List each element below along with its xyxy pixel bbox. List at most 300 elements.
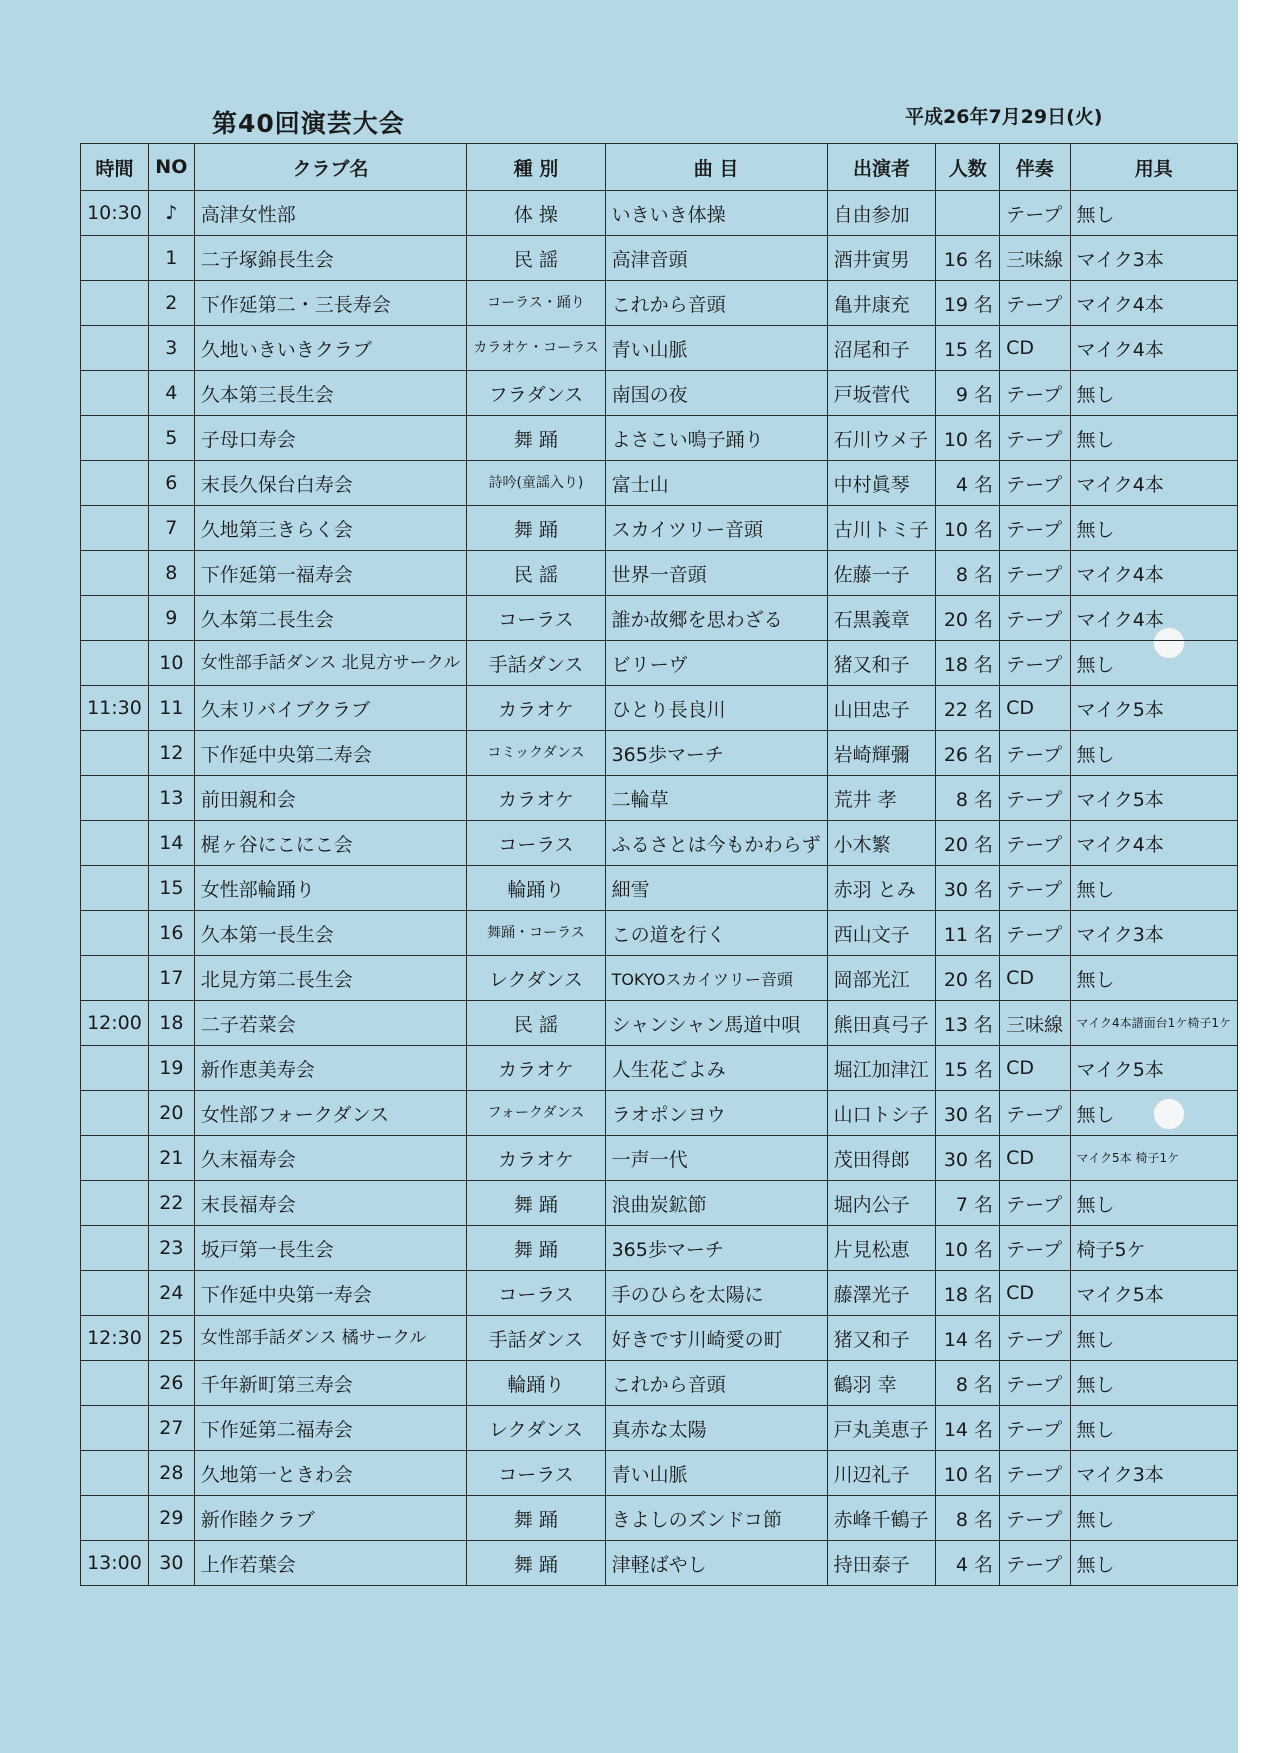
count-cell: 14 名	[936, 1406, 1000, 1451]
event-date: 平成26年7月29日(火)	[905, 106, 1103, 128]
number-cell: 14	[148, 821, 194, 866]
song-cell: 青い山脈	[605, 1451, 827, 1496]
club-cell: 末長福寿会	[194, 1181, 467, 1226]
time-cell	[81, 461, 149, 506]
equipment-cell: 無し	[1070, 1496, 1237, 1541]
count-cell: 14 名	[936, 1316, 1000, 1361]
table-row	[81, 911, 1238, 956]
program-table	[80, 143, 1238, 1586]
performer-cell: 猪又和子	[827, 1316, 936, 1361]
time-cell	[81, 371, 149, 416]
count-cell: 30 名	[936, 1091, 1000, 1136]
count-cell: 10 名	[936, 506, 1000, 551]
time-cell	[81, 821, 149, 866]
equipment-cell: 無し	[1070, 371, 1237, 416]
number-cell: 15	[148, 866, 194, 911]
number-cell: 28	[148, 1451, 194, 1496]
category-cell: 舞 踊	[467, 1226, 605, 1271]
table-row	[81, 1361, 1238, 1406]
time-cell	[81, 956, 149, 1001]
performer-cell: 佐藤一子	[827, 551, 936, 596]
equipment-cell: マイク4本	[1070, 461, 1237, 506]
time-cell	[81, 1226, 149, 1271]
header-time: 時間	[81, 144, 149, 191]
time-cell: 11:30	[81, 686, 149, 731]
category-cell: レクダンス	[467, 1406, 605, 1451]
number-cell: 22	[148, 1181, 194, 1226]
time-cell	[81, 1046, 149, 1091]
time-cell	[81, 1451, 149, 1496]
song-cell: これから音頭	[605, 281, 827, 326]
accompaniment-cell: テープ	[1000, 911, 1070, 956]
song-cell: ひとり長良川	[605, 686, 827, 731]
count-cell: 11 名	[936, 911, 1000, 956]
category-cell: カラオケ・コーラス	[467, 326, 605, 371]
performer-cell: 荒井 孝	[827, 776, 936, 821]
accompaniment-cell: テープ	[1000, 776, 1070, 821]
song-cell: ビリーヴ	[605, 641, 827, 686]
club-cell: 坂戸第一長生会	[194, 1226, 467, 1271]
category-cell: レクダンス	[467, 956, 605, 1001]
time-cell	[81, 776, 149, 821]
number-cell: 16	[148, 911, 194, 956]
accompaniment-cell: CD	[1000, 686, 1070, 731]
table-row	[81, 731, 1238, 776]
song-cell: 一声一代	[605, 1136, 827, 1181]
time-cell	[81, 596, 149, 641]
count-cell: 19 名	[936, 281, 1000, 326]
equipment-cell: マイク3本	[1070, 1451, 1237, 1496]
club-cell: 女性部手話ダンス 北見方サークル	[194, 641, 467, 686]
accompaniment-cell: テープ	[1000, 866, 1070, 911]
equipment-cell: マイク4本	[1070, 821, 1237, 866]
performer-cell: 堀内公子	[827, 1181, 936, 1226]
number-cell: 27	[148, 1406, 194, 1451]
category-cell: 民 謡	[467, 236, 605, 281]
time-cell: 12:30	[81, 1316, 149, 1361]
accompaniment-cell: テープ	[1000, 1496, 1070, 1541]
club-cell: 上作若葉会	[194, 1541, 467, 1586]
performer-cell: 熊田真弓子	[827, 1001, 936, 1046]
club-cell: 末長久保台白寿会	[194, 461, 467, 506]
category-cell: 手話ダンス	[467, 641, 605, 686]
performer-cell: 山田忠子	[827, 686, 936, 731]
header-performer: 出演者	[827, 144, 936, 191]
club-cell: 梶ヶ谷にこにこ会	[194, 821, 467, 866]
performer-cell: 石川ウメ子	[827, 416, 936, 461]
song-cell: 好きです川崎愛の町	[605, 1316, 827, 1361]
club-cell: 久地いきいきクラブ	[194, 326, 467, 371]
table-row	[81, 686, 1238, 731]
song-cell: ふるさとは今もかわらず	[605, 821, 827, 866]
accompaniment-cell: テープ	[1000, 1451, 1070, 1496]
category-cell: コミックダンス	[467, 731, 605, 776]
equipment-cell: 無し	[1070, 641, 1237, 686]
time-cell	[81, 911, 149, 956]
count-cell: 20 名	[936, 956, 1000, 1001]
equipment-cell: 無し	[1070, 1541, 1237, 1586]
performer-cell: 酒井寅男	[827, 236, 936, 281]
accompaniment-cell: テープ	[1000, 1181, 1070, 1226]
performer-cell: 古川トミ子	[827, 506, 936, 551]
performer-cell: 岡部光江	[827, 956, 936, 1001]
performer-cell: 西山文子	[827, 911, 936, 956]
club-cell: 新作睦クラブ	[194, 1496, 467, 1541]
song-cell: ラオポンヨウ	[605, 1091, 827, 1136]
accompaniment-cell: 三味線	[1000, 236, 1070, 281]
club-cell: 久本第二長生会	[194, 596, 467, 641]
time-cell	[81, 281, 149, 326]
performer-cell: 自由参加	[827, 191, 936, 236]
count-cell: 20 名	[936, 596, 1000, 641]
accompaniment-cell: テープ	[1000, 641, 1070, 686]
category-cell: 手話ダンス	[467, 1316, 605, 1361]
category-cell: カラオケ	[467, 1136, 605, 1181]
song-cell: スカイツリー音頭	[605, 506, 827, 551]
equipment-cell: マイク5本	[1070, 776, 1237, 821]
performer-cell: 茂田得郎	[827, 1136, 936, 1181]
performer-cell: 鶴羽 幸	[827, 1361, 936, 1406]
category-cell: 舞踊・コーラス	[467, 911, 605, 956]
category-cell: 舞 踊	[467, 416, 605, 461]
club-cell: 久末福寿会	[194, 1136, 467, 1181]
table-row	[81, 1451, 1238, 1496]
performer-cell: 戸丸美恵子	[827, 1406, 936, 1451]
table-row	[81, 191, 1238, 236]
category-cell: フラダンス	[467, 371, 605, 416]
song-cell: 富士山	[605, 461, 827, 506]
equipment-cell: 椅子5ケ	[1070, 1226, 1237, 1271]
category-cell: 体 操	[467, 191, 605, 236]
category-cell: 舞 踊	[467, 506, 605, 551]
song-cell: 世界一音頭	[605, 551, 827, 596]
header-song: 曲 目	[605, 144, 827, 191]
song-cell: 高津音頭	[605, 236, 827, 281]
count-cell: 9 名	[936, 371, 1000, 416]
accompaniment-cell: テープ	[1000, 551, 1070, 596]
time-cell	[81, 1136, 149, 1181]
number-cell: 21	[148, 1136, 194, 1181]
header-club: クラブ名	[194, 144, 467, 191]
number-cell: 7	[148, 506, 194, 551]
number-cell: 10	[148, 641, 194, 686]
number-cell: 2	[148, 281, 194, 326]
number-cell: 24	[148, 1271, 194, 1316]
category-cell: 詩吟(童謡入り)	[467, 461, 605, 506]
performer-cell: 山口トシ子	[827, 1091, 936, 1136]
accompaniment-cell: テープ	[1000, 1541, 1070, 1586]
category-cell: カラオケ	[467, 686, 605, 731]
table-row	[81, 1541, 1238, 1586]
accompaniment-cell: テープ	[1000, 1406, 1070, 1451]
table-row	[81, 461, 1238, 506]
table-row	[81, 956, 1238, 1001]
number-cell: 13	[148, 776, 194, 821]
club-cell: 下作延第二福寿会	[194, 1406, 467, 1451]
table-row	[81, 866, 1238, 911]
equipment-cell: マイク5本 椅子1ケ	[1070, 1136, 1237, 1181]
category-cell: 輪踊り	[467, 1361, 605, 1406]
song-cell: 津軽ばやし	[605, 1541, 827, 1586]
performer-cell: 赤羽 とみ	[827, 866, 936, 911]
time-cell: 10:30	[81, 191, 149, 236]
number-cell: 9	[148, 596, 194, 641]
performer-cell: 川辺礼子	[827, 1451, 936, 1496]
time-cell	[81, 1496, 149, 1541]
time-cell	[81, 1181, 149, 1226]
number-cell: 30	[148, 1541, 194, 1586]
category-cell: 舞 踊	[467, 1181, 605, 1226]
count-cell: 15 名	[936, 326, 1000, 371]
accompaniment-cell: テープ	[1000, 1091, 1070, 1136]
song-cell: 真赤な太陽	[605, 1406, 827, 1451]
page-title: 第40回演芸大会	[212, 109, 405, 138]
table-row	[81, 371, 1238, 416]
club-cell: 久本第一長生会	[194, 911, 467, 956]
category-cell: 舞 踊	[467, 1496, 605, 1541]
table-row	[81, 1496, 1238, 1541]
accompaniment-cell: テープ	[1000, 461, 1070, 506]
club-cell: 女性部手話ダンス 橘サークル	[194, 1316, 467, 1361]
category-cell: コーラス・踊り	[467, 281, 605, 326]
song-cell: 365歩マーチ	[605, 1226, 827, 1271]
time-cell	[81, 551, 149, 596]
club-cell: 前田親和会	[194, 776, 467, 821]
song-cell: シャンシャン馬道中唄	[605, 1001, 827, 1046]
accompaniment-cell: CD	[1000, 1271, 1070, 1316]
accompaniment-cell: テープ	[1000, 281, 1070, 326]
category-cell: 舞 踊	[467, 1541, 605, 1586]
count-cell: 26 名	[936, 731, 1000, 776]
time-cell	[81, 416, 149, 461]
table-row	[81, 776, 1238, 821]
count-cell: 10 名	[936, 416, 1000, 461]
number-cell: 12	[148, 731, 194, 776]
number-cell: 11	[148, 686, 194, 731]
category-cell: コーラス	[467, 1271, 605, 1316]
count-cell: 18 名	[936, 1271, 1000, 1316]
equipment-cell: 無し	[1070, 1091, 1237, 1136]
time-cell	[81, 1091, 149, 1136]
club-cell: 久本第三長生会	[194, 371, 467, 416]
category-cell: コーラス	[467, 821, 605, 866]
count-cell: 10 名	[936, 1226, 1000, 1271]
accompaniment-cell: CD	[1000, 1046, 1070, 1091]
time-cell	[81, 731, 149, 776]
time-cell: 13:00	[81, 1541, 149, 1586]
count-cell: 18 名	[936, 641, 1000, 686]
count-cell: 4 名	[936, 1541, 1000, 1586]
club-cell: 女性部輪踊り	[194, 866, 467, 911]
equipment-cell: 無し	[1070, 1361, 1237, 1406]
count-cell: 22 名	[936, 686, 1000, 731]
table-row	[81, 1136, 1238, 1181]
count-cell: 15 名	[936, 1046, 1000, 1091]
count-cell: 7 名	[936, 1181, 1000, 1226]
table-row	[81, 1271, 1238, 1316]
club-cell: 女性部フォークダンス	[194, 1091, 467, 1136]
club-cell: 子母口寿会	[194, 416, 467, 461]
table-row	[81, 506, 1238, 551]
table-row	[81, 1226, 1238, 1271]
equipment-cell: 無し	[1070, 416, 1237, 461]
category-cell: 民 謡	[467, 1001, 605, 1046]
club-cell: 新作恵美寿会	[194, 1046, 467, 1091]
table-row	[81, 1091, 1238, 1136]
equipment-cell: 無し	[1070, 1316, 1237, 1361]
table-row	[81, 1001, 1238, 1046]
time-cell	[81, 1406, 149, 1451]
accompaniment-cell: テープ	[1000, 1226, 1070, 1271]
count-cell: 4 名	[936, 461, 1000, 506]
song-cell: これから音頭	[605, 1361, 827, 1406]
equipment-cell: 無し	[1070, 1181, 1237, 1226]
count-cell: 30 名	[936, 1136, 1000, 1181]
accompaniment-cell: テープ	[1000, 1316, 1070, 1361]
number-cell: 23	[148, 1226, 194, 1271]
song-cell: きよしのズンドコ節	[605, 1496, 827, 1541]
count-cell: 10 名	[936, 1451, 1000, 1496]
club-cell: 久末リバイブクラブ	[194, 686, 467, 731]
category-cell: カラオケ	[467, 1046, 605, 1091]
song-cell: この道を行く	[605, 911, 827, 956]
club-cell: 下作延中央第二寿会	[194, 731, 467, 776]
number-cell: 6	[148, 461, 194, 506]
table-row	[81, 1181, 1238, 1226]
count-cell: 8 名	[936, 776, 1000, 821]
song-cell: 浪曲炭鉱節	[605, 1181, 827, 1226]
category-cell: コーラス	[467, 596, 605, 641]
count-cell: 20 名	[936, 821, 1000, 866]
equipment-cell: マイク4本譜面台1ケ椅子1ケ	[1070, 1001, 1237, 1046]
time-cell	[81, 866, 149, 911]
club-cell: 二子若菜会	[194, 1001, 467, 1046]
header-row	[81, 144, 1238, 191]
number-cell: 3	[148, 326, 194, 371]
performer-cell: 持田泰子	[827, 1541, 936, 1586]
number-cell: 26	[148, 1361, 194, 1406]
time-cell	[81, 641, 149, 686]
accompaniment-cell: テープ	[1000, 191, 1070, 236]
accompaniment-cell: テープ	[1000, 1361, 1070, 1406]
accompaniment-cell: テープ	[1000, 416, 1070, 461]
equipment-cell: マイク5本	[1070, 1046, 1237, 1091]
equipment-cell: 無し	[1070, 956, 1237, 1001]
equipment-cell: マイク4本	[1070, 596, 1237, 641]
equipment-cell: 無し	[1070, 191, 1237, 236]
time-cell	[81, 1271, 149, 1316]
number-cell: 29	[148, 1496, 194, 1541]
performer-cell: 石黒義章	[827, 596, 936, 641]
accompaniment-cell: テープ	[1000, 371, 1070, 416]
count-cell: 16 名	[936, 236, 1000, 281]
accompaniment-cell: テープ	[1000, 731, 1070, 776]
number-cell: 17	[148, 956, 194, 1001]
song-cell: TOKYOスカイツリー音頭	[605, 956, 827, 1001]
time-cell: 12:00	[81, 1001, 149, 1046]
equipment-cell: 無し	[1070, 731, 1237, 776]
performer-cell: 赤峰千鶴子	[827, 1496, 936, 1541]
count-cell: 8 名	[936, 1496, 1000, 1541]
number-cell: 25	[148, 1316, 194, 1361]
performer-cell: 藤澤光子	[827, 1271, 936, 1316]
performer-cell: 沼尾和子	[827, 326, 936, 371]
performer-cell: 小木繁	[827, 821, 936, 866]
performer-cell: 猪又和子	[827, 641, 936, 686]
song-cell: 365歩マーチ	[605, 731, 827, 776]
category-cell: 民 謡	[467, 551, 605, 596]
club-cell: 久地第一ときわ会	[194, 1451, 467, 1496]
equipment-cell: マイク3本	[1070, 236, 1237, 281]
table-row	[81, 821, 1238, 866]
equipment-cell: マイク4本	[1070, 326, 1237, 371]
number-cell: 4	[148, 371, 194, 416]
performer-cell: 亀井康充	[827, 281, 936, 326]
equipment-cell: 無し	[1070, 1406, 1237, 1451]
club-cell: 高津女性部	[194, 191, 467, 236]
time-cell	[81, 236, 149, 281]
club-cell: 北見方第二長生会	[194, 956, 467, 1001]
equipment-cell: マイク4本	[1070, 281, 1237, 326]
header-no: NO	[148, 144, 194, 191]
number-cell: 8	[148, 551, 194, 596]
performer-cell: 中村眞琴	[827, 461, 936, 506]
accompaniment-cell: CD	[1000, 326, 1070, 371]
club-cell: 二子塚錦長生会	[194, 236, 467, 281]
club-cell: 下作延第二・三長寿会	[194, 281, 467, 326]
time-cell	[81, 506, 149, 551]
count-cell: 13 名	[936, 1001, 1000, 1046]
table-row	[81, 281, 1238, 326]
category-cell: カラオケ	[467, 776, 605, 821]
accompaniment-cell: テープ	[1000, 506, 1070, 551]
song-cell: 南国の夜	[605, 371, 827, 416]
count-cell: 30 名	[936, 866, 1000, 911]
song-cell: 人生花ごよみ	[605, 1046, 827, 1091]
equipment-cell: 無し	[1070, 866, 1237, 911]
table-row	[81, 236, 1238, 281]
song-cell: よさこい鳴子踊り	[605, 416, 827, 461]
song-cell: 手のひらを太陽に	[605, 1271, 827, 1316]
performer-cell: 堀江加津江	[827, 1046, 936, 1091]
performer-cell: 片見松恵	[827, 1226, 936, 1271]
header-accompaniment: 伴奏	[1000, 144, 1070, 191]
table-row	[81, 551, 1238, 596]
performer-cell: 戸坂菅代	[827, 371, 936, 416]
table-row	[81, 1316, 1238, 1361]
table-row	[81, 326, 1238, 371]
number-cell: ♪	[148, 191, 194, 236]
number-cell: 5	[148, 416, 194, 461]
club-cell: 下作延中央第一寿会	[194, 1271, 467, 1316]
equipment-cell: マイク3本	[1070, 911, 1237, 956]
table-row	[81, 416, 1238, 461]
song-cell: 青い山脈	[605, 326, 827, 371]
header-equipment: 用具	[1070, 144, 1237, 191]
time-cell	[81, 1361, 149, 1406]
club-cell: 千年新町第三寿会	[194, 1361, 467, 1406]
accompaniment-cell: CD	[1000, 956, 1070, 1001]
song-cell: 細雪	[605, 866, 827, 911]
equipment-cell: マイク5本	[1070, 1271, 1237, 1316]
accompaniment-cell: テープ	[1000, 821, 1070, 866]
table-row	[81, 1046, 1238, 1091]
category-cell: フォークダンス	[467, 1091, 605, 1136]
song-cell: いきいき体操	[605, 191, 827, 236]
number-cell: 20	[148, 1091, 194, 1136]
table-row	[81, 596, 1238, 641]
performer-cell: 岩崎輝彌	[827, 731, 936, 776]
